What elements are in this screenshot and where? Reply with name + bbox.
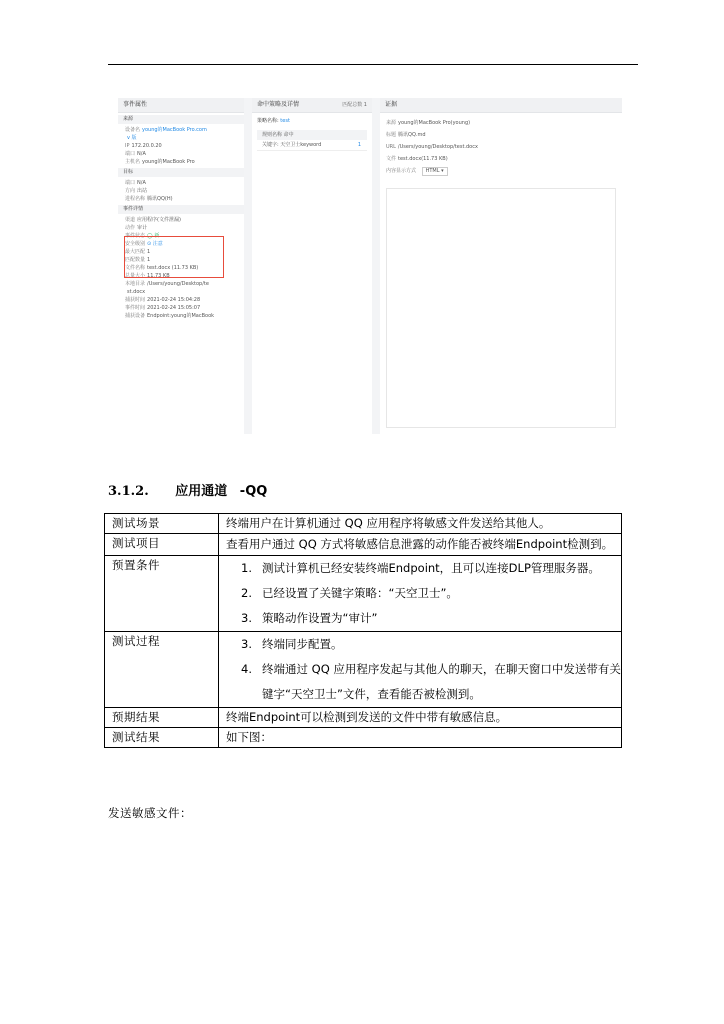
panel-title: 事件属性 (118, 98, 244, 113)
property-key: 文件 (386, 156, 397, 162)
table-row (105, 514, 622, 534)
panel-title-text: 命中策略及详情 (257, 101, 300, 108)
format-label: 内容显示方式 (386, 168, 417, 174)
property-row (118, 150, 244, 158)
section-number: 3.1.2. (108, 484, 149, 499)
property-value: 1 (147, 257, 151, 263)
panel-title (252, 98, 372, 113)
list-text: 终端通过 QQ 应用程序发起与其他人的聊天，在聊天窗口中发送带有关键字“天空卫士”文件，查看能否被检测到。 (262, 662, 621, 701)
property-key: 端口 (125, 180, 136, 186)
property-value: 出站 (137, 188, 148, 194)
property-key: 总量大小 (125, 273, 146, 279)
list-text: 策略动作设置为“审计” (262, 611, 378, 625)
policy-label: 策略名称 (257, 118, 278, 124)
property-row (118, 158, 244, 166)
cell-value: 终端用户在计算机通过 QQ 应用程序将敏感文件发送给其他人。 (219, 514, 622, 534)
property-key: 方向 (125, 188, 136, 194)
cell-value (219, 632, 622, 708)
cell-key: 预期结果 (105, 708, 219, 728)
format-select[interactable]: HTML ▾ (422, 167, 448, 176)
header-rule (108, 64, 638, 65)
property-value: 172.20.0.20 (131, 143, 162, 149)
highlight-box (124, 236, 224, 278)
property-key: 捕获时间 (125, 297, 146, 303)
property-key: 设备名 (125, 127, 141, 133)
cell-value (219, 556, 622, 632)
property-value: N/A (137, 151, 146, 157)
property-value: test.docx (11.73 KB) (147, 265, 199, 271)
cell-value: 如下图： (219, 728, 622, 748)
property-row (118, 216, 244, 224)
property-value[interactable]: v 版 (127, 135, 137, 141)
match-count: 匹配总数 1 (342, 102, 367, 108)
property-key: 动作 (125, 225, 136, 231)
list-text: 终端同步配置。 (262, 637, 343, 651)
cell-key: 测试项目 (105, 534, 219, 556)
detail-section: 事件详情 (118, 205, 244, 214)
property-key: 匹配数量 (125, 257, 146, 263)
property-value: Endpoint:young的MacBook (147, 313, 215, 319)
table-row (105, 728, 622, 748)
property-row (118, 224, 244, 232)
table-row (105, 632, 622, 708)
property-row (118, 304, 244, 312)
property-row (118, 134, 244, 142)
property-value: 11.73 KB (147, 273, 170, 279)
cell-value: 查看用户通过 QQ 方式将敏感信息泄露的动作能否被终端Endpoint检测到。 (219, 534, 622, 556)
list-item (226, 581, 621, 606)
test-case-table (104, 513, 622, 748)
event-properties-panel (118, 98, 244, 434)
panel-title: 证据 (380, 98, 622, 113)
property-value: /Users/young/Desktop/te (147, 281, 209, 287)
property-value: test.docx(11.73 KB) (398, 156, 448, 162)
list-number: 1. (241, 561, 252, 575)
rules-header: 规则名称 命中 (257, 130, 367, 140)
property-key: 捕获设备 (125, 313, 146, 319)
embedded-screenshot (118, 98, 622, 434)
section-suffix: -QQ (239, 484, 268, 499)
evidence-panel (380, 98, 622, 434)
list-number: 2. (241, 586, 252, 600)
rule-row (257, 140, 367, 151)
property-key: 进程名称 (125, 196, 146, 202)
policy-row: 策略名称: test (257, 118, 290, 124)
property-row (380, 141, 622, 153)
property-row (118, 288, 244, 296)
property-value: young的MacBook Pro (142, 159, 195, 165)
property-row (380, 129, 622, 141)
policy-panel (252, 98, 372, 434)
property-key: 安全级别 (125, 241, 146, 247)
property-row (380, 117, 622, 129)
property-key: 主机名 (125, 159, 141, 165)
property-key: IP (125, 143, 130, 149)
property-row (118, 179, 244, 187)
section-title: 应用通道 (175, 484, 228, 499)
cell-key: 测试结果 (105, 728, 219, 748)
table-row (105, 534, 622, 556)
cell-key: 测试场景 (105, 514, 219, 534)
property-key: 渠道 (125, 217, 136, 223)
property-row (118, 195, 244, 203)
format-row (380, 165, 622, 177)
property-row (118, 280, 244, 288)
property-key: 端口 (125, 151, 136, 157)
property-key: 标题 (386, 132, 397, 138)
property-value: ⊙ 注意 (147, 241, 163, 247)
property-value: 1 (147, 249, 151, 255)
property-row (380, 153, 622, 165)
list-number: 4. (241, 662, 252, 676)
cell-value: 终端Endpoint可以检测到发送的文件中带有敏感信息。 (219, 708, 622, 728)
caption-text: 发送敏感文件： (108, 806, 192, 820)
table-row (105, 708, 622, 728)
property-value: 审计 (137, 225, 148, 231)
property-key: 本地目录 (125, 281, 146, 287)
property-key: 最大匹配 (125, 249, 146, 255)
table-row (105, 556, 622, 632)
property-value[interactable]: young的MacBook Pro.com (142, 127, 207, 133)
evidence-preview (386, 188, 616, 428)
property-key: 来源 (386, 120, 397, 126)
source-section: 来源 (118, 115, 244, 124)
rule-count[interactable]: 1 (357, 142, 361, 148)
list-item (226, 556, 621, 581)
property-value: /Users/young/Desktop/test.docx (397, 144, 478, 150)
property-row (118, 142, 244, 150)
policy-link[interactable]: test (280, 118, 290, 124)
property-value: 2021-02-24 15:04:28 (147, 297, 201, 303)
property-row (118, 187, 244, 195)
property-row (118, 296, 244, 304)
list-text: 测试计算机已经安装终端Endpoint，且可以连接DLP管理服务器。 (262, 561, 600, 575)
property-key: 文件名称 (125, 265, 146, 271)
target-section: 目标 (118, 168, 244, 177)
section-heading (108, 480, 267, 499)
property-value: 腾讯QQ.md (398, 132, 426, 138)
property-value: st.docx (127, 289, 146, 295)
cell-key: 测试过程 (105, 632, 219, 708)
property-value: young的MacBook Pro(young) (398, 120, 471, 126)
property-value: 腾讯QQ(H) (147, 196, 173, 202)
property-value: 2021-02-24 15:05:07 (147, 305, 201, 311)
property-key: URL (386, 144, 396, 150)
property-value: N/A (137, 180, 146, 186)
property-value: 应用程序(文件泄漏) (137, 217, 181, 223)
property-key: 事件状态 (125, 233, 146, 239)
list-item (226, 657, 621, 707)
list-text: 已经设置了关键字策略：“天空卫士”。 (262, 586, 458, 600)
list-number: 3. (241, 611, 252, 625)
property-key: 事件时间 (125, 305, 146, 311)
cell-key: 预置条件 (105, 556, 219, 632)
list-item (226, 632, 621, 657)
list-number: 3. (241, 637, 252, 651)
list-item (226, 606, 621, 631)
property-row (118, 312, 244, 320)
property-row (118, 126, 244, 134)
property-value: ◯ 新 (147, 233, 160, 239)
rule-name: 关键字: 天空卫士keyword (262, 142, 322, 148)
